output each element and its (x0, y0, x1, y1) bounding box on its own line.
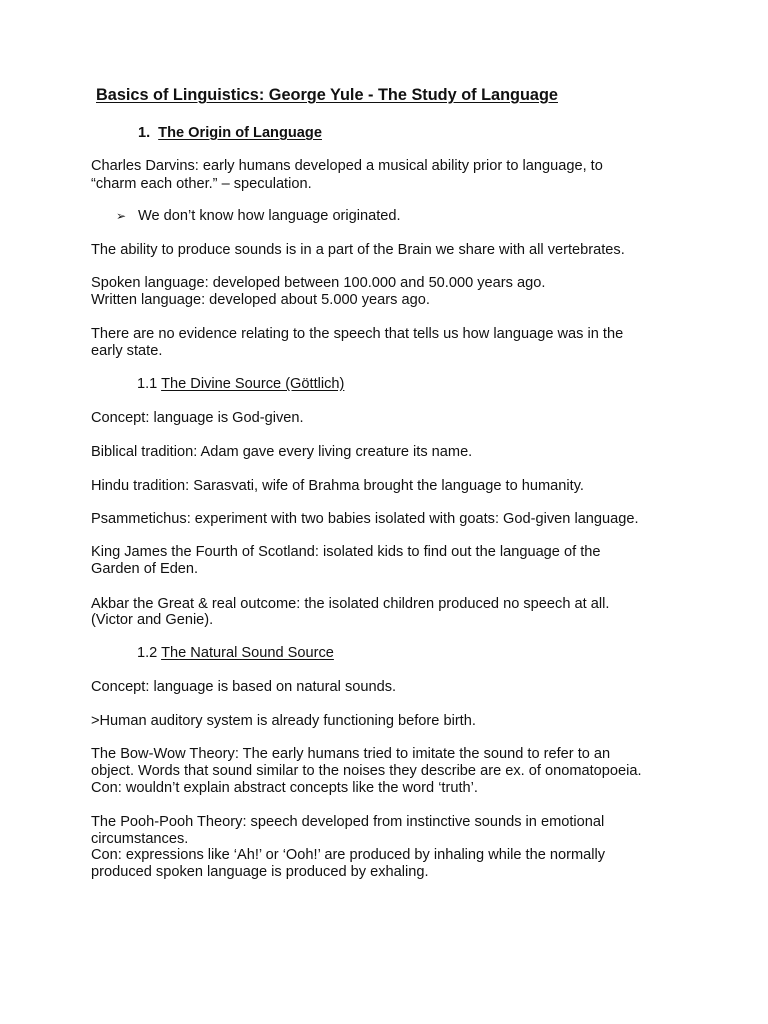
subsection-number: 1.2 (137, 645, 158, 661)
paragraph-line: There are no evidence relating to the speech that tells us how language was in the (91, 326, 624, 342)
section-heading-1 (138, 125, 322, 142)
paragraph-line: Psammetichus: experiment with two babies isolated with goats: God-given language. (91, 511, 639, 527)
paragraph-line: circumstances. (91, 831, 189, 847)
paragraph-line: Hindu tradition: Sarasvati, wife of Brahma brought the language to humanity. (91, 478, 584, 494)
paragraph-line: >Human auditory system is already functioning before birth. (91, 713, 476, 729)
bullet-arrow-icon: ➢ (116, 209, 127, 223)
section-number: 1. (138, 125, 151, 141)
paragraph-line: early state. (91, 343, 163, 359)
paragraph-line: “charm each other.” – speculation. (91, 176, 312, 192)
paragraph-line: Con: expressions like ‘Ah!’ or ‘Ooh!’ are produced by inhaling while the normally (91, 847, 606, 863)
subsection-heading-1-2 (137, 645, 334, 662)
bullet-item (116, 208, 401, 225)
paragraph-line: Charles Darvins: early humans developed a musical ability prior to language, to (91, 158, 603, 174)
section-title: The Origin of Language (158, 125, 322, 141)
subsection-title: The Natural Sound Source (161, 645, 334, 661)
paragraph-line: Spoken language: developed between 100.000 and 50.000 years ago. (91, 275, 546, 291)
paragraph-line: Biblical tradition: Adam gave every living creature its name. (91, 444, 473, 460)
paragraph-line: The ability to produce sounds is in a part of the Brain we share with all vertebrates. (91, 242, 625, 258)
document-title: Basics of Linguistics: George Yule - The Study of Language (96, 86, 558, 104)
paragraph-line: King James the Fourth of Scotland: isolated kids to find out the language of the (91, 544, 601, 560)
paragraph-line: The Pooh-Pooh Theory: speech developed from instinctive sounds in emotional (91, 814, 605, 830)
paragraph-line: Akbar the Great & real outcome: the isolated children produced no speech at all. (91, 596, 610, 612)
paragraph-line: Written language: developed about 5.000 years ago. (91, 292, 430, 308)
subsection-title: The Divine Source (Göttlich) (161, 376, 345, 392)
paragraph-line: object. Words that sound similar to the noises they describe are ex. of onomatopoeia. (91, 763, 642, 779)
paragraph-line: Concept: language is God-given. (91, 410, 304, 426)
subsection-number: 1.1 (137, 376, 158, 392)
paragraph-line: (Victor and Genie). (91, 612, 214, 628)
paragraph-line: produced spoken language is produced by exhaling. (91, 864, 429, 880)
paragraph-line: The Bow-Wow Theory: The early humans tried to imitate the sound to refer to an (91, 746, 611, 762)
bullet-text: We don’t know how language originated. (138, 208, 401, 224)
subsection-heading-1-1 (137, 376, 344, 393)
paragraph-line: Garden of Eden. (91, 561, 199, 577)
paragraph-line: Concept: language is based on natural sounds. (91, 679, 397, 695)
paragraph-line: Con: wouldn’t explain abstract concepts like the word ‘truth’. (91, 780, 478, 796)
